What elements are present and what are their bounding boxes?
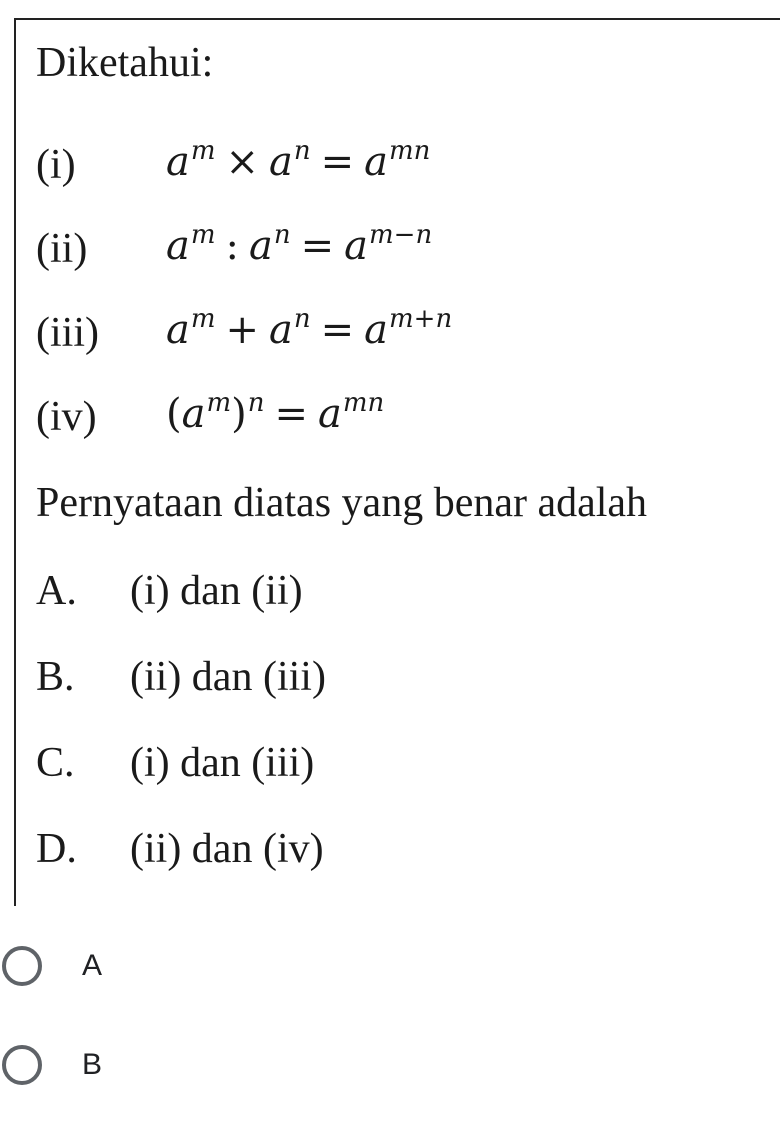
exponent-part: m (368, 220, 394, 250)
choice-label-a: A (82, 949, 103, 982)
formula-term: a (344, 223, 368, 269)
formula-operator: + (225, 307, 260, 353)
choice-label-b: B (82, 1048, 103, 1081)
statement-label-i: (i) (36, 142, 76, 188)
formula-term: a (249, 223, 273, 269)
exponent-part: m (389, 304, 414, 334)
formula-exponent: m (206, 388, 232, 418)
option-text-a: (i) dan (ii) (130, 568, 303, 614)
question-image (14, 18, 780, 906)
formula-equals: = (300, 223, 335, 269)
statement-label-iv: (iv) (36, 394, 97, 440)
formula-iii (166, 304, 453, 353)
exponent-part: n (435, 304, 453, 334)
question-prompt: Pernyataan diatas yang benar adalah (36, 480, 648, 526)
formula-term: a (166, 307, 190, 353)
option-letter-a: A. (36, 568, 77, 614)
formula-exponent: n (273, 220, 291, 250)
formula-exponent (389, 304, 452, 334)
option-text-d: (ii) dan (iv) (130, 826, 324, 872)
statement-label-ii: (ii) (36, 226, 88, 272)
formula-operator: × (225, 139, 260, 185)
formula-exponent: n (293, 304, 311, 334)
formula-exponent: m (190, 220, 216, 250)
formula-ii (166, 220, 433, 269)
formula-equals: = (320, 307, 355, 353)
exponent-operator: − (393, 220, 416, 250)
choice-b[interactable] (0, 1043, 300, 1093)
formula-i (166, 136, 431, 185)
option-letter-c: C. (36, 740, 75, 786)
formula-term: a (181, 391, 206, 437)
formula-exponent: m (190, 304, 216, 334)
formula-term: a (166, 139, 190, 185)
option-letter-d: D. (36, 826, 77, 872)
formula-term: a (364, 307, 389, 353)
formula-equals: = (274, 391, 308, 437)
formula-exponent: mn (342, 388, 385, 418)
formula-exponent (369, 220, 432, 250)
radio-button-a[interactable] (2, 946, 42, 986)
exponent-operator: + (413, 304, 436, 334)
option-letter-b: B. (36, 654, 75, 700)
statement-label-iii: (iii) (36, 310, 99, 356)
formula-term: a (269, 307, 293, 353)
formula-paren: ) (231, 391, 247, 437)
choice-a[interactable] (0, 944, 300, 994)
formula-term: a (269, 139, 293, 185)
exponent-part: n (415, 220, 433, 250)
formula-exponent: mn (389, 136, 431, 166)
formula-equals: = (320, 139, 355, 185)
question-heading: Diketahui: (36, 40, 214, 86)
formula-term: a (318, 391, 342, 437)
formula-iv (166, 388, 385, 437)
radio-button-b[interactable] (2, 1045, 42, 1085)
formula-paren: ( (166, 391, 182, 437)
formula-term: a (364, 139, 389, 185)
formula-exponent: n (293, 136, 311, 166)
option-text-b: (ii) dan (iii) (130, 654, 326, 700)
formula-term: a (166, 223, 190, 269)
formula-exponent: m (190, 136, 216, 166)
formula-exponent: n (247, 388, 265, 418)
formula-operator: : (225, 223, 239, 269)
option-text-c: (i) dan (iii) (130, 740, 315, 786)
